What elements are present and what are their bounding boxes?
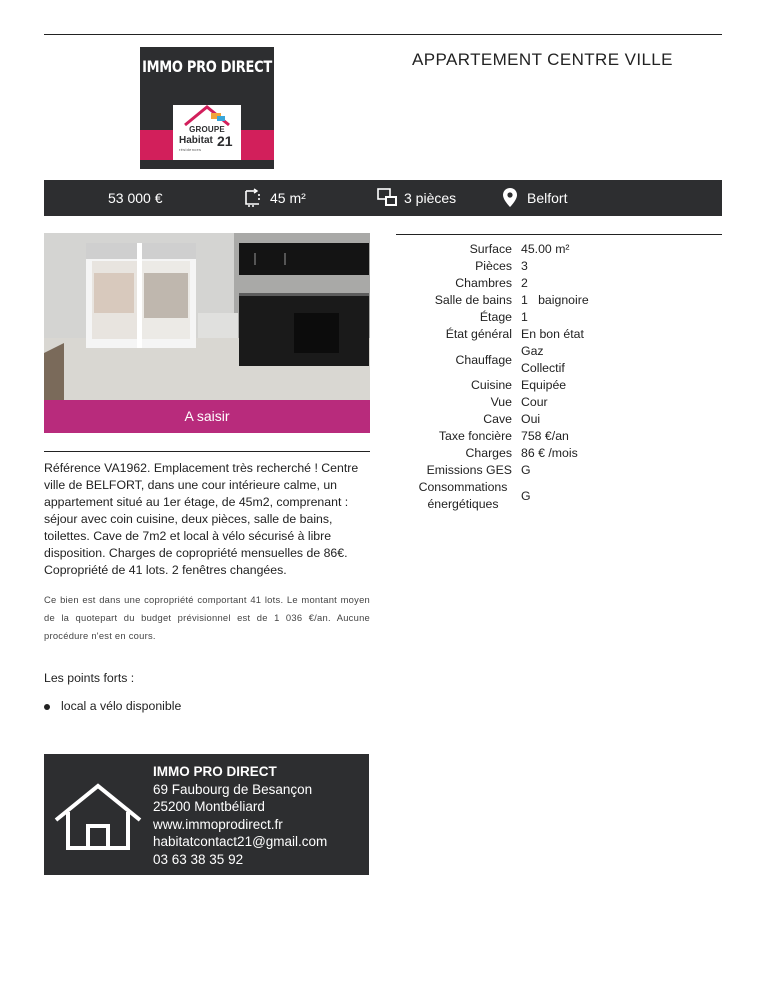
- contact-details: [153, 763, 327, 868]
- rooms-value: 3 pièces: [404, 190, 457, 206]
- agency-contact-card: [44, 754, 369, 875]
- apartment-photo-image: [44, 233, 370, 401]
- rooms-icon: [377, 188, 399, 208]
- city-value: Belfort: [527, 190, 568, 206]
- spec-row: [396, 411, 722, 428]
- strong-point-text: local a vélo disponible: [61, 699, 182, 713]
- agency-name: IMMO PRO DIRECT: [153, 764, 277, 779]
- area-icon: [242, 188, 262, 208]
- spec-value: Equipée: [521, 378, 567, 392]
- spec-label: Cuisine: [470, 378, 512, 392]
- spec-label: Vue: [490, 395, 512, 409]
- spec-row: [396, 309, 722, 326]
- spec-row: [396, 292, 722, 309]
- spec-label: Emissions GES: [426, 463, 512, 477]
- spec-value: 45.00 m²: [521, 242, 570, 256]
- spec-row: [396, 258, 722, 275]
- spec-label: Charges: [465, 446, 512, 460]
- legal-text: Ce bien est dans une copropriété comportant 41 lots. Le montant moyen de la quotepart du budget prévisionnel est de 1 036 €/an. Aucune procédure n'est en cours.: [44, 594, 370, 641]
- spec-value: Cour: [521, 395, 548, 409]
- description-text: Référence VA1962. Emplacement très recherché ! Centre ville de BELFORT, dans une cour intérieure calme, un appartement situé au 1er étage, de 45m2, comprenant : séjour avec coin cuisine, deux pièces, salle de bains, toilettes. Cave de 7m2 et local à vélo sécurisé à libre disposition. Charges de copropriété mensuelles de 86€. Copropriété de 41 lots. 2 fenêtres changées.: [44, 461, 359, 577]
- logo-groupe: GROUPE: [189, 125, 225, 134]
- bullet-icon: [44, 704, 50, 710]
- spec-label: Taxe foncière: [438, 429, 512, 443]
- specs-divider: [396, 234, 722, 235]
- property-photo[interactable]: [44, 233, 370, 401]
- surface: [242, 180, 332, 216]
- agency-logo: [140, 47, 274, 169]
- specs-table: [396, 241, 722, 513]
- description-divider: [44, 451, 370, 452]
- spec-row: [396, 326, 722, 343]
- strong-points-title: Les points forts :: [44, 671, 135, 685]
- spec-value: 86 € /mois: [521, 446, 578, 460]
- logo-card: [173, 105, 241, 160]
- spec-label: Salle de bains: [434, 293, 512, 307]
- logo-title: IMMO PRO DIRECT: [142, 58, 272, 77]
- spec-label: Surface: [469, 242, 512, 256]
- spec-row: [396, 241, 722, 258]
- spec-row: [396, 445, 722, 462]
- spec-value: G: [521, 488, 531, 503]
- surface-value: 45 m²: [270, 190, 306, 206]
- spec-label: Pièces: [475, 259, 512, 273]
- location-pin-icon: [503, 188, 517, 208]
- spec-label: Chambres: [455, 276, 512, 290]
- spec-row: [396, 479, 722, 513]
- status-badge: A saisir: [44, 400, 370, 433]
- spec-label: Chauffage: [455, 352, 512, 367]
- spec-row: [396, 275, 722, 292]
- agency-phone[interactable]: 03 63 38 35 92: [153, 851, 244, 867]
- spec-value: 2: [521, 276, 528, 290]
- spec-label: État général: [445, 327, 512, 341]
- spec-label: Consommations énergétiques: [418, 480, 508, 511]
- price: [108, 180, 163, 216]
- spec-row: [396, 394, 722, 411]
- spec-value: G: [521, 463, 531, 477]
- agency-email-link[interactable]: habitatcontact21@gmail.com: [153, 834, 328, 849]
- spec-label: Étage: [479, 310, 512, 324]
- spec-value: 1 baignoire: [521, 293, 589, 307]
- spec-value: 3: [521, 259, 528, 273]
- house-icon: [52, 782, 144, 854]
- page-title: APPARTEMENT CENTRE VILLE: [412, 50, 673, 69]
- logo-habitat: Habitat: [179, 135, 213, 146]
- spec-value: 1: [521, 310, 528, 324]
- agency-address: 69 Faubourg de Besançon: [153, 781, 313, 797]
- summary-bar: [44, 180, 722, 216]
- spec-row: [396, 428, 722, 445]
- spec-row: [396, 377, 722, 394]
- top-divider: [44, 34, 722, 35]
- agency-city: 25200 Montbéliard: [153, 799, 265, 814]
- logo-subtitle: résidences: [179, 147, 202, 152]
- agency-website-link[interactable]: www.immoprodirect.fr: [153, 816, 283, 832]
- logo-number: 21: [217, 133, 233, 149]
- spec-row: [396, 343, 722, 377]
- spec-value: 758 €/an: [521, 429, 569, 443]
- spec-label: Cave: [483, 412, 512, 426]
- spec-value: En bon état: [521, 327, 584, 341]
- rooms: [377, 180, 497, 216]
- spec-row: [396, 462, 722, 479]
- price-value: 53 000 €: [108, 190, 163, 206]
- city: [503, 180, 603, 216]
- spec-value: Oui: [521, 412, 541, 426]
- spec-value: Gaz Collectif: [521, 344, 565, 375]
